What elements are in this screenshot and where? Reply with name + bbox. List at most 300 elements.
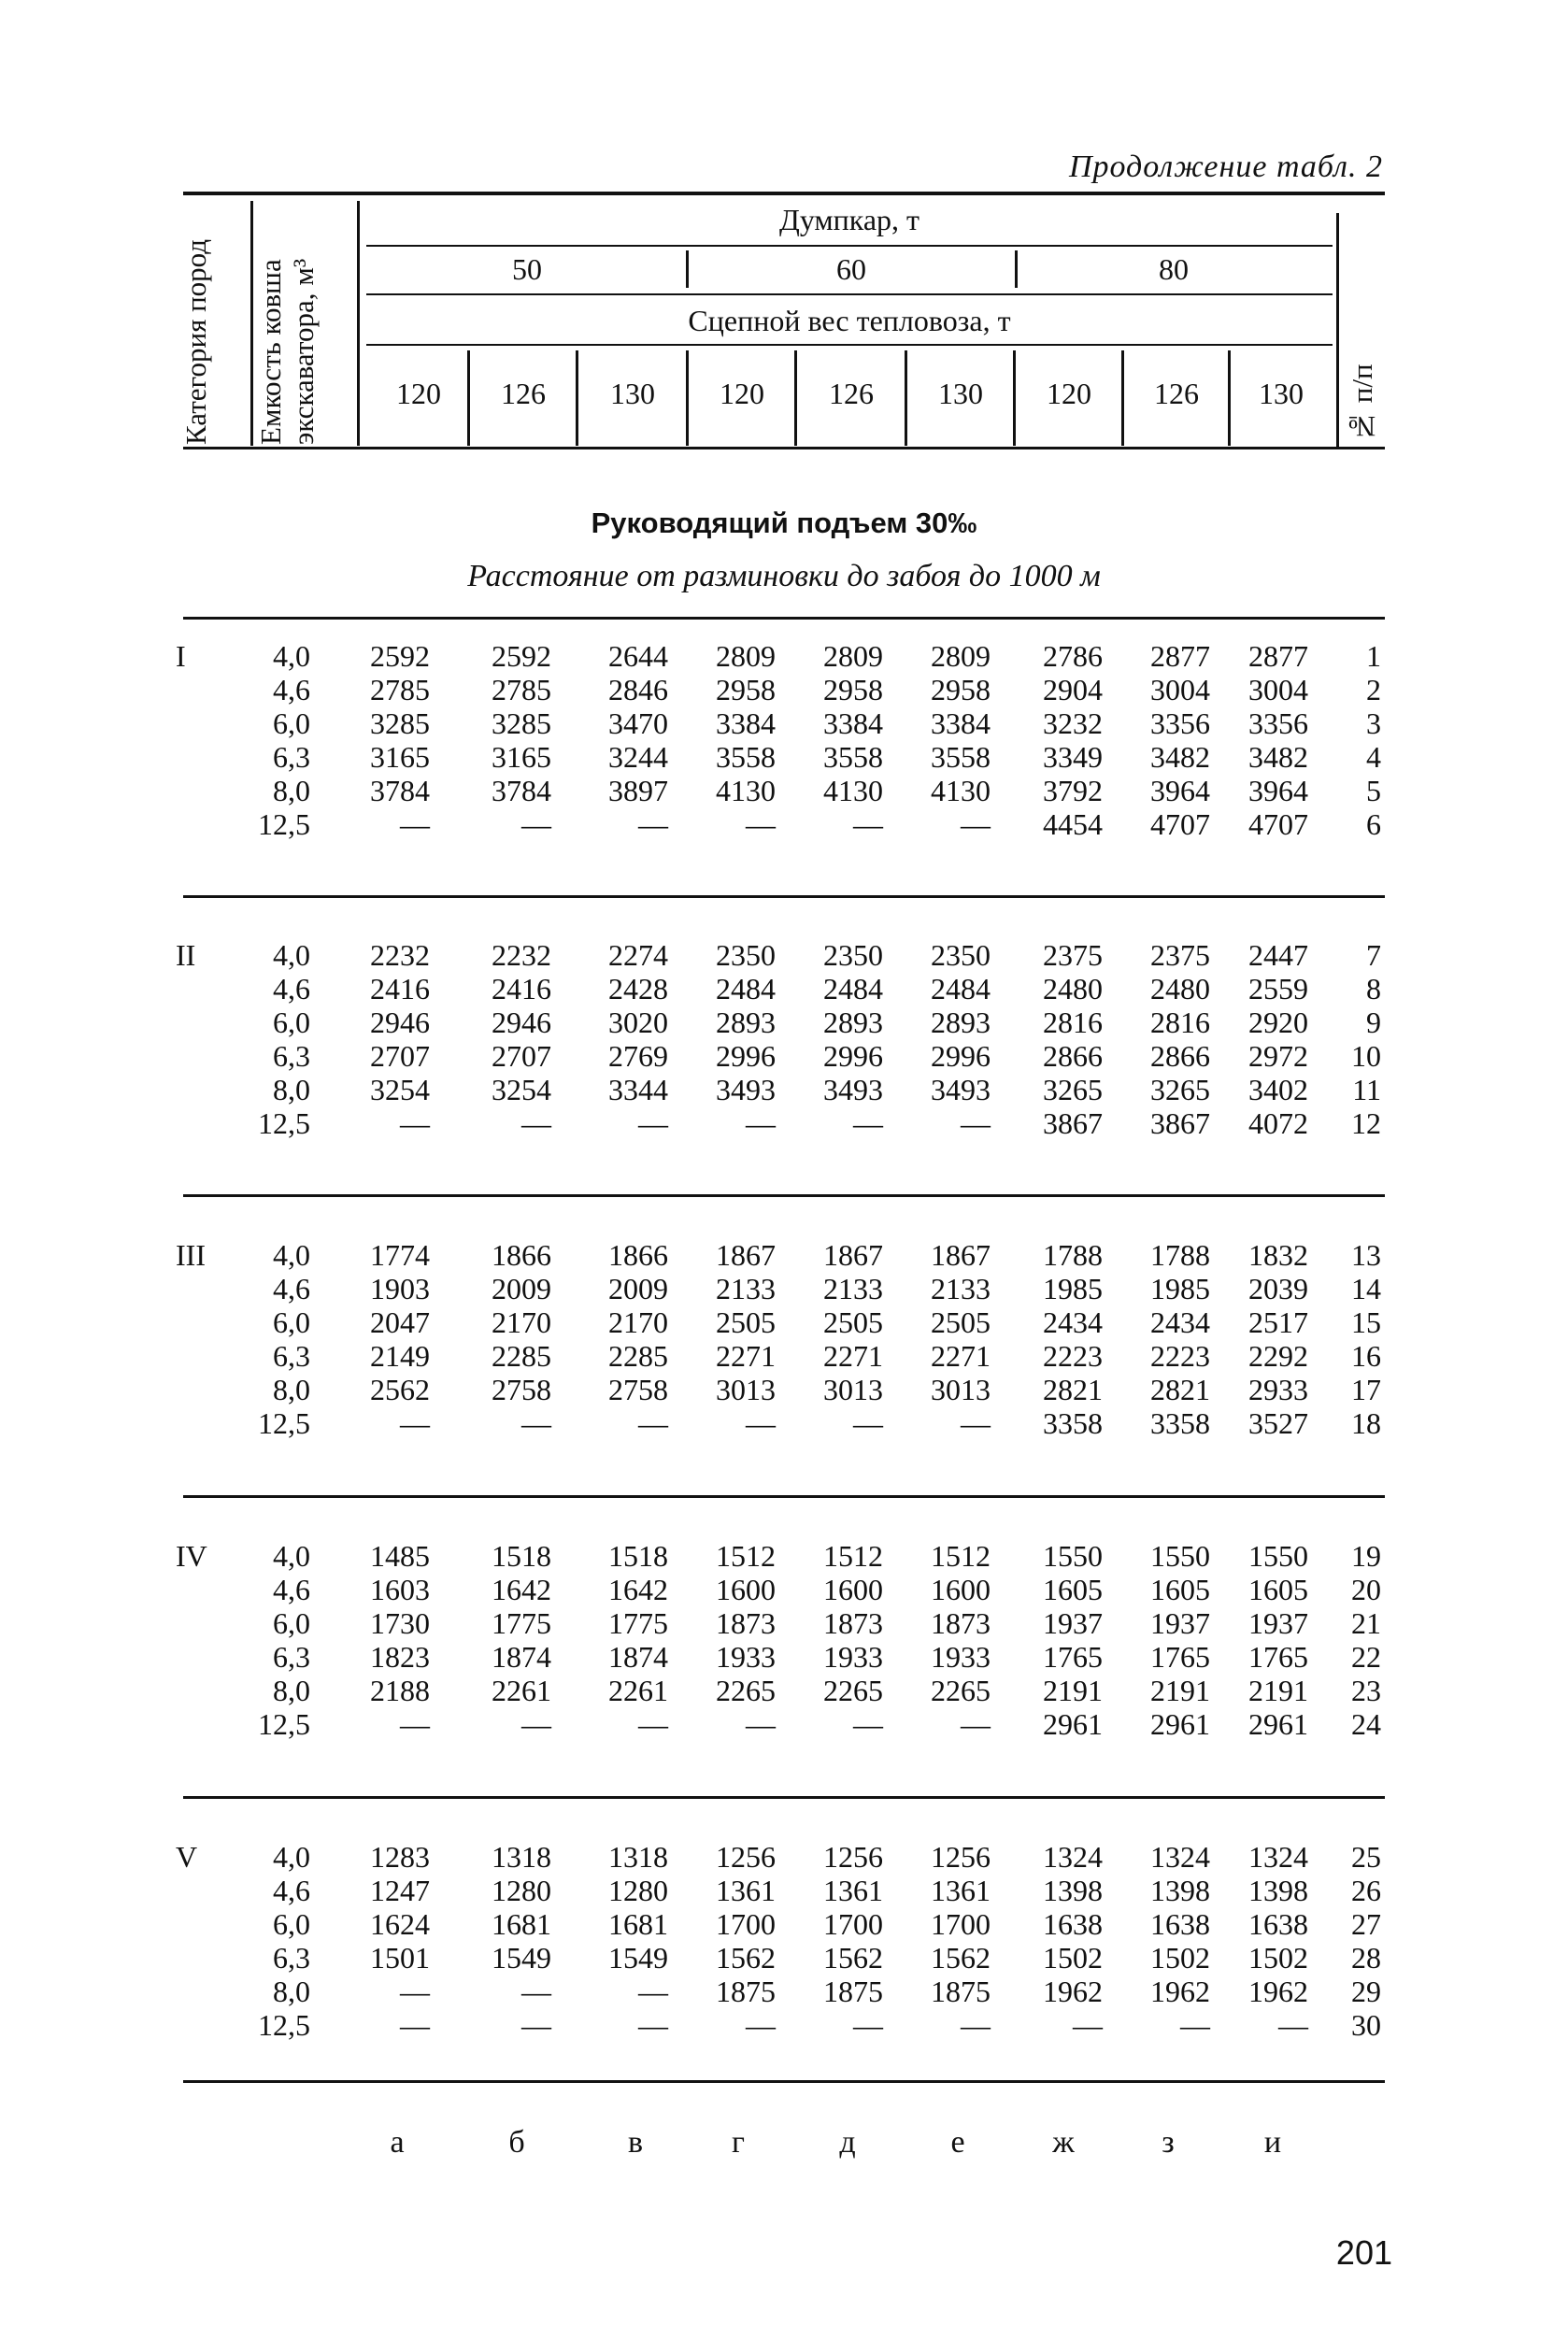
value-cell: 2893 [931, 1005, 991, 1039]
value-cell: 1638 [1043, 1907, 1103, 1941]
value-cell: 1562 [931, 1941, 991, 1975]
header-weight-value: 120 [396, 377, 441, 410]
category-label: III [176, 1238, 206, 1272]
value-cell: 2170 [608, 1305, 668, 1339]
value-cell: 4707 [1150, 807, 1210, 841]
capacity-cell: 4,6 [273, 1874, 310, 1907]
value-cell: 1324 [1150, 1840, 1210, 1874]
value-cell: 1398 [1150, 1874, 1210, 1907]
capacity-cell: 4,0 [273, 1238, 310, 1272]
value-cell: 3165 [492, 740, 551, 774]
header-weight-value: 120 [720, 377, 764, 410]
value-cell: 3897 [608, 774, 668, 807]
value-cell: — [853, 807, 883, 841]
value-cell: — [521, 1406, 551, 1440]
value-cell: 2434 [1150, 1305, 1210, 1339]
capacity-cell: 6,0 [273, 1907, 310, 1941]
value-cell: 3358 [1043, 1406, 1103, 1440]
value-cell: 1324 [1043, 1840, 1103, 1874]
value-cell: 1256 [716, 1840, 776, 1874]
value-cell: 1765 [1150, 1640, 1210, 1674]
value-cell: 2821 [1150, 1373, 1210, 1406]
value-cell: 3527 [1248, 1406, 1308, 1440]
value-cell: 1962 [1043, 1975, 1103, 2008]
value-cell: 1985 [1150, 1272, 1210, 1305]
value-cell: 1549 [608, 1941, 668, 1975]
value-cell: 3482 [1150, 740, 1210, 774]
value-cell: 2958 [716, 673, 776, 706]
table-row [0, 1674, 1568, 1706]
row-number-cell: 18 [1351, 1406, 1381, 1440]
table-row [0, 1073, 1568, 1105]
value-cell: 3254 [492, 1073, 551, 1106]
value-cell: 2428 [608, 972, 668, 1005]
value-cell: — [853, 1707, 883, 1741]
value-cell: 1562 [716, 1941, 776, 1975]
table-continuation-label: Продолжение табл. 2 [1068, 150, 1383, 184]
value-cell: 1962 [1150, 1975, 1210, 2008]
capacity-cell: 4,0 [273, 1840, 310, 1874]
column-letter: д [839, 2125, 856, 2160]
value-cell: 3265 [1043, 1073, 1103, 1106]
value-cell: 3402 [1248, 1073, 1308, 1106]
value-cell: 1775 [492, 1606, 551, 1640]
value-cell: 3004 [1150, 673, 1210, 706]
header-dumpcar-value: 60 [836, 252, 866, 286]
value-cell: 1875 [823, 1975, 883, 2008]
value-cell: 3792 [1043, 774, 1103, 807]
value-cell: — [638, 1406, 668, 1440]
value-cell: — [1180, 2008, 1210, 2042]
value-cell: 2809 [931, 639, 991, 673]
value-cell: — [638, 2008, 668, 2042]
value-cell: 2707 [370, 1039, 430, 1073]
value-cell: 1605 [1150, 1573, 1210, 1606]
value-cell: 3493 [823, 1073, 883, 1106]
value-cell: 2958 [931, 673, 991, 706]
value-cell: 1518 [492, 1539, 551, 1573]
capacity-cell: 6,0 [273, 1606, 310, 1640]
value-cell: 1550 [1248, 1539, 1308, 1573]
value-cell: 2559 [1248, 972, 1308, 1005]
row-number-cell: 17 [1351, 1373, 1381, 1406]
capacity-cell: 6,0 [273, 1005, 310, 1039]
table-row [0, 1606, 1568, 1639]
value-cell: — [961, 1406, 991, 1440]
value-cell: 2961 [1043, 1707, 1103, 1741]
value-cell: 2707 [492, 1039, 551, 1073]
value-cell: 1562 [823, 1941, 883, 1975]
table-row [0, 1907, 1568, 1940]
value-cell: 2933 [1248, 1373, 1308, 1406]
value-cell: 3013 [931, 1373, 991, 1406]
value-cell: 1518 [608, 1539, 668, 1573]
capacity-cell: 6,3 [273, 1941, 310, 1975]
table-row [0, 1840, 1568, 1873]
value-cell: — [961, 1707, 991, 1741]
table-row [0, 774, 1568, 806]
value-cell: 2133 [823, 1272, 883, 1305]
value-cell: 1867 [931, 1238, 991, 1272]
value-cell: — [400, 807, 430, 841]
value-cell: 3964 [1150, 774, 1210, 807]
table-row [0, 1640, 1568, 1673]
table-row [0, 1406, 1568, 1439]
value-cell: 2785 [492, 673, 551, 706]
header-rule [366, 344, 1333, 346]
capacity-cell: 4,6 [273, 972, 310, 1005]
value-cell: 2866 [1043, 1039, 1103, 1073]
value-cell: 1247 [370, 1874, 430, 1907]
value-cell: 1502 [1043, 1941, 1103, 1975]
capacity-cell: 4,0 [273, 639, 310, 673]
value-cell: 3482 [1248, 740, 1308, 774]
value-cell: 1933 [716, 1640, 776, 1674]
row-number-cell: 4 [1366, 740, 1381, 774]
value-cell: 1318 [492, 1840, 551, 1874]
header-divider [686, 350, 689, 446]
value-cell: 2188 [370, 1674, 430, 1707]
row-number-cell: 28 [1351, 1941, 1381, 1975]
value-cell: 2758 [608, 1373, 668, 1406]
value-cell: 4130 [823, 774, 883, 807]
row-number-cell: 15 [1351, 1305, 1381, 1339]
value-cell: 3244 [608, 740, 668, 774]
value-cell: 2821 [1043, 1373, 1103, 1406]
value-cell: 1832 [1248, 1238, 1308, 1272]
value-cell: 3013 [716, 1373, 776, 1406]
value-cell: 2047 [370, 1305, 430, 1339]
row-number-cell: 23 [1351, 1674, 1381, 1707]
capacity-cell: 8,0 [273, 1674, 310, 1707]
header-dumpcar-value: 80 [1159, 252, 1189, 286]
value-cell: 3344 [608, 1073, 668, 1106]
value-cell: 1962 [1248, 1975, 1308, 2008]
header-divider [1228, 350, 1231, 446]
value-cell: 2484 [931, 972, 991, 1005]
value-cell: 4707 [1248, 807, 1308, 841]
row-number-cell: 12 [1351, 1106, 1381, 1140]
row-number-cell: 11 [1352, 1073, 1381, 1106]
value-cell: 2946 [492, 1005, 551, 1039]
header-weight-value: 126 [1154, 377, 1199, 410]
value-cell: 1512 [931, 1539, 991, 1573]
value-cell: 2292 [1248, 1339, 1308, 1373]
row-number-cell: 3 [1366, 706, 1381, 740]
value-cell: 1937 [1248, 1606, 1308, 1640]
row-number-cell: 10 [1351, 1039, 1381, 1073]
page-number: 201 [1335, 2233, 1392, 2272]
value-cell: 1875 [931, 1975, 991, 2008]
value-cell: 1933 [823, 1640, 883, 1674]
table-row [0, 1975, 1568, 2007]
value-cell: 1875 [716, 1975, 776, 2008]
value-cell: 3358 [1150, 1406, 1210, 1440]
value-cell: 1549 [492, 1941, 551, 1975]
value-cell: 2484 [716, 972, 776, 1005]
header-divider [905, 350, 907, 446]
value-cell: 1605 [1043, 1573, 1103, 1606]
header-divider [467, 350, 470, 446]
value-cell: 2350 [931, 938, 991, 972]
value-cell: 2133 [716, 1272, 776, 1305]
value-cell: 2375 [1150, 938, 1210, 972]
table-row [0, 807, 1568, 840]
value-cell: 4130 [716, 774, 776, 807]
capacity-cell: 8,0 [273, 774, 310, 807]
capacity-cell: 8,0 [273, 1073, 310, 1106]
value-cell: 2271 [716, 1339, 776, 1373]
value-cell: 2133 [931, 1272, 991, 1305]
value-cell: 2809 [823, 639, 883, 673]
value-cell: 2149 [370, 1339, 430, 1373]
value-cell: — [853, 2008, 883, 2042]
value-cell: 1730 [370, 1606, 430, 1640]
value-cell: 4072 [1248, 1106, 1308, 1140]
value-cell: 2285 [492, 1339, 551, 1373]
category-label: I [176, 639, 186, 673]
value-cell: 2816 [1043, 1005, 1103, 1039]
value-cell: 2958 [823, 673, 883, 706]
capacity-cell: 12,5 [258, 2008, 310, 2042]
value-cell: 1624 [370, 1907, 430, 1941]
value-cell: 1873 [823, 1606, 883, 1640]
value-cell: 2846 [608, 673, 668, 706]
value-cell: 2996 [931, 1039, 991, 1073]
value-cell: 3232 [1043, 706, 1103, 740]
section-title: Руководящий подъем 30‰ [591, 506, 977, 539]
value-cell: 2893 [823, 1005, 883, 1039]
value-cell: 1603 [370, 1573, 430, 1606]
capacity-cell: 4,0 [273, 1539, 310, 1573]
category-label: II [176, 938, 196, 972]
table-row [0, 1238, 1568, 1271]
row-number-cell: 14 [1351, 1272, 1381, 1305]
value-cell: 3558 [716, 740, 776, 774]
row-number-cell: 27 [1351, 1907, 1381, 1941]
value-cell: 2009 [608, 1272, 668, 1305]
value-cell: 1765 [1248, 1640, 1308, 1674]
row-number-cell: 21 [1351, 1606, 1381, 1640]
value-cell: — [638, 1106, 668, 1140]
value-cell: 1280 [608, 1874, 668, 1907]
row-number-cell: 26 [1351, 1874, 1381, 1907]
capacity-cell: 6,3 [273, 1339, 310, 1373]
value-cell: — [961, 2008, 991, 2042]
value-cell: 1867 [716, 1238, 776, 1272]
value-cell: 2505 [931, 1305, 991, 1339]
value-cell: 2271 [823, 1339, 883, 1373]
value-cell: 2592 [492, 639, 551, 673]
value-cell: — [638, 807, 668, 841]
header-weight-value: 126 [501, 377, 546, 410]
value-cell: — [400, 2008, 430, 2042]
value-cell: 2961 [1248, 1707, 1308, 1741]
value-cell: 3784 [492, 774, 551, 807]
capacity-cell: 8,0 [273, 1975, 310, 2008]
value-cell: 3470 [608, 706, 668, 740]
value-cell: — [746, 2008, 776, 2042]
value-cell: 2484 [823, 972, 883, 1005]
table-row [0, 1339, 1568, 1372]
row-number-cell: 2 [1366, 673, 1381, 706]
value-cell: 1501 [370, 1941, 430, 1975]
header-weight-value: 130 [1259, 377, 1304, 410]
value-cell: 2785 [370, 673, 430, 706]
section-subtitle: Расстояние от разминовки до забоя до 1000 м [467, 559, 1101, 593]
value-cell: 2961 [1150, 1707, 1210, 1741]
table-row [0, 2008, 1568, 2041]
column-letter: з [1162, 2125, 1175, 2160]
capacity-cell: 4,6 [273, 1272, 310, 1305]
value-cell: 3493 [931, 1073, 991, 1106]
value-cell: — [746, 1406, 776, 1440]
row-number-cell: 29 [1351, 1975, 1381, 2008]
value-cell: 2350 [716, 938, 776, 972]
value-cell: 2265 [931, 1674, 991, 1707]
value-cell: 1324 [1248, 1840, 1308, 1874]
value-cell: 1681 [608, 1907, 668, 1941]
value-cell: 2009 [492, 1272, 551, 1305]
value-cell: 2877 [1248, 639, 1308, 673]
value-cell: 3356 [1150, 706, 1210, 740]
column-letter: в [627, 2125, 644, 2160]
capacity-cell: 12,5 [258, 1106, 310, 1140]
value-cell: 2285 [608, 1339, 668, 1373]
header-rule [366, 245, 1333, 247]
value-cell: 2920 [1248, 1005, 1308, 1039]
row-number-cell: 19 [1351, 1539, 1381, 1573]
header-divider [686, 250, 689, 288]
value-cell: 3265 [1150, 1073, 1210, 1106]
table-row [0, 1039, 1568, 1072]
value-cell: 1361 [716, 1874, 776, 1907]
value-cell: 2232 [370, 938, 430, 972]
value-cell: 1280 [492, 1874, 551, 1907]
header-dumpcar-value: 50 [512, 252, 542, 286]
value-cell: 1774 [370, 1238, 430, 1272]
value-cell: 2191 [1248, 1674, 1308, 1707]
value-cell: 3285 [492, 706, 551, 740]
value-cell: 1874 [608, 1640, 668, 1674]
row-number-cell: 22 [1351, 1640, 1381, 1674]
value-cell: 2232 [492, 938, 551, 972]
group-rule [183, 2080, 1385, 2083]
row-number-cell: 8 [1366, 972, 1381, 1005]
capacity-cell: 12,5 [258, 807, 310, 841]
value-cell: 2434 [1043, 1305, 1103, 1339]
value-cell: 2375 [1043, 938, 1103, 972]
capacity-cell: 4,6 [273, 673, 310, 706]
value-cell: 2505 [823, 1305, 883, 1339]
value-cell: 2946 [370, 1005, 430, 1039]
capacity-cell: 12,5 [258, 1406, 310, 1440]
value-cell: 1985 [1043, 1272, 1103, 1305]
value-cell: 1937 [1043, 1606, 1103, 1640]
value-cell: — [521, 807, 551, 841]
value-cell: 2261 [492, 1674, 551, 1707]
value-cell: 2191 [1043, 1674, 1103, 1707]
capacity-cell: 6,3 [273, 1039, 310, 1073]
value-cell: 2769 [608, 1039, 668, 1073]
header-top-rule [183, 192, 1385, 195]
value-cell: 1873 [931, 1606, 991, 1640]
row-number-cell: 20 [1351, 1573, 1381, 1606]
header-bottom-rule [183, 447, 1385, 449]
value-cell: 2416 [492, 972, 551, 1005]
capacity-cell: 4,6 [273, 1573, 310, 1606]
value-cell: 1788 [1043, 1238, 1103, 1272]
category-label: V [176, 1840, 198, 1874]
value-cell: 2274 [608, 938, 668, 972]
value-cell: — [1278, 2008, 1308, 2042]
value-cell: 1502 [1248, 1941, 1308, 1975]
value-cell: 1642 [608, 1573, 668, 1606]
value-cell: 2480 [1150, 972, 1210, 1005]
header-weight-value: 120 [1047, 377, 1091, 410]
value-cell: 3558 [931, 740, 991, 774]
table-row [0, 1305, 1568, 1338]
value-cell: 2265 [716, 1674, 776, 1707]
value-cell: 2191 [1150, 1674, 1210, 1707]
capacity-cell: 6,0 [273, 706, 310, 740]
value-cell: 2039 [1248, 1272, 1308, 1305]
column-letter: е [950, 2125, 965, 2160]
value-cell: — [400, 1106, 430, 1140]
group-rule [183, 1796, 1385, 1799]
value-cell: 2866 [1150, 1039, 1210, 1073]
value-cell: 3384 [931, 706, 991, 740]
group-rule [183, 895, 1385, 898]
row-number-cell: 6 [1366, 807, 1381, 841]
table-row [0, 740, 1568, 773]
value-cell: 1638 [1248, 1907, 1308, 1941]
row-number-cell: 9 [1366, 1005, 1381, 1039]
value-cell: 2644 [608, 639, 668, 673]
value-cell: — [521, 2008, 551, 2042]
value-cell: 1874 [492, 1640, 551, 1674]
value-cell: 1600 [823, 1573, 883, 1606]
column-letter: ж [1052, 2125, 1075, 2160]
table-row [0, 673, 1568, 706]
header-divider [357, 201, 360, 446]
table-row [0, 639, 1568, 672]
value-cell: 1256 [931, 1840, 991, 1874]
value-cell: 3254 [370, 1073, 430, 1106]
value-cell: 2223 [1043, 1339, 1103, 1373]
value-cell: — [638, 1707, 668, 1741]
value-cell: 2592 [370, 639, 430, 673]
group-rule [183, 1194, 1385, 1197]
capacity-cell: 12,5 [258, 1707, 310, 1741]
value-cell: 1600 [716, 1573, 776, 1606]
value-cell: — [400, 1975, 430, 2008]
value-cell: 2350 [823, 938, 883, 972]
table-row [0, 1573, 1568, 1605]
value-cell: 3384 [716, 706, 776, 740]
value-cell: — [521, 1707, 551, 1741]
value-cell: 4454 [1043, 807, 1103, 841]
value-cell: 1775 [608, 1606, 668, 1640]
value-cell: — [746, 1707, 776, 1741]
value-cell: 1765 [1043, 1640, 1103, 1674]
capacity-cell: 8,0 [273, 1373, 310, 1406]
value-cell: 1823 [370, 1640, 430, 1674]
table-row [0, 706, 1568, 739]
header-number: № п/п [1346, 364, 1378, 443]
category-label: IV [176, 1539, 207, 1573]
value-cell: 2271 [931, 1339, 991, 1373]
